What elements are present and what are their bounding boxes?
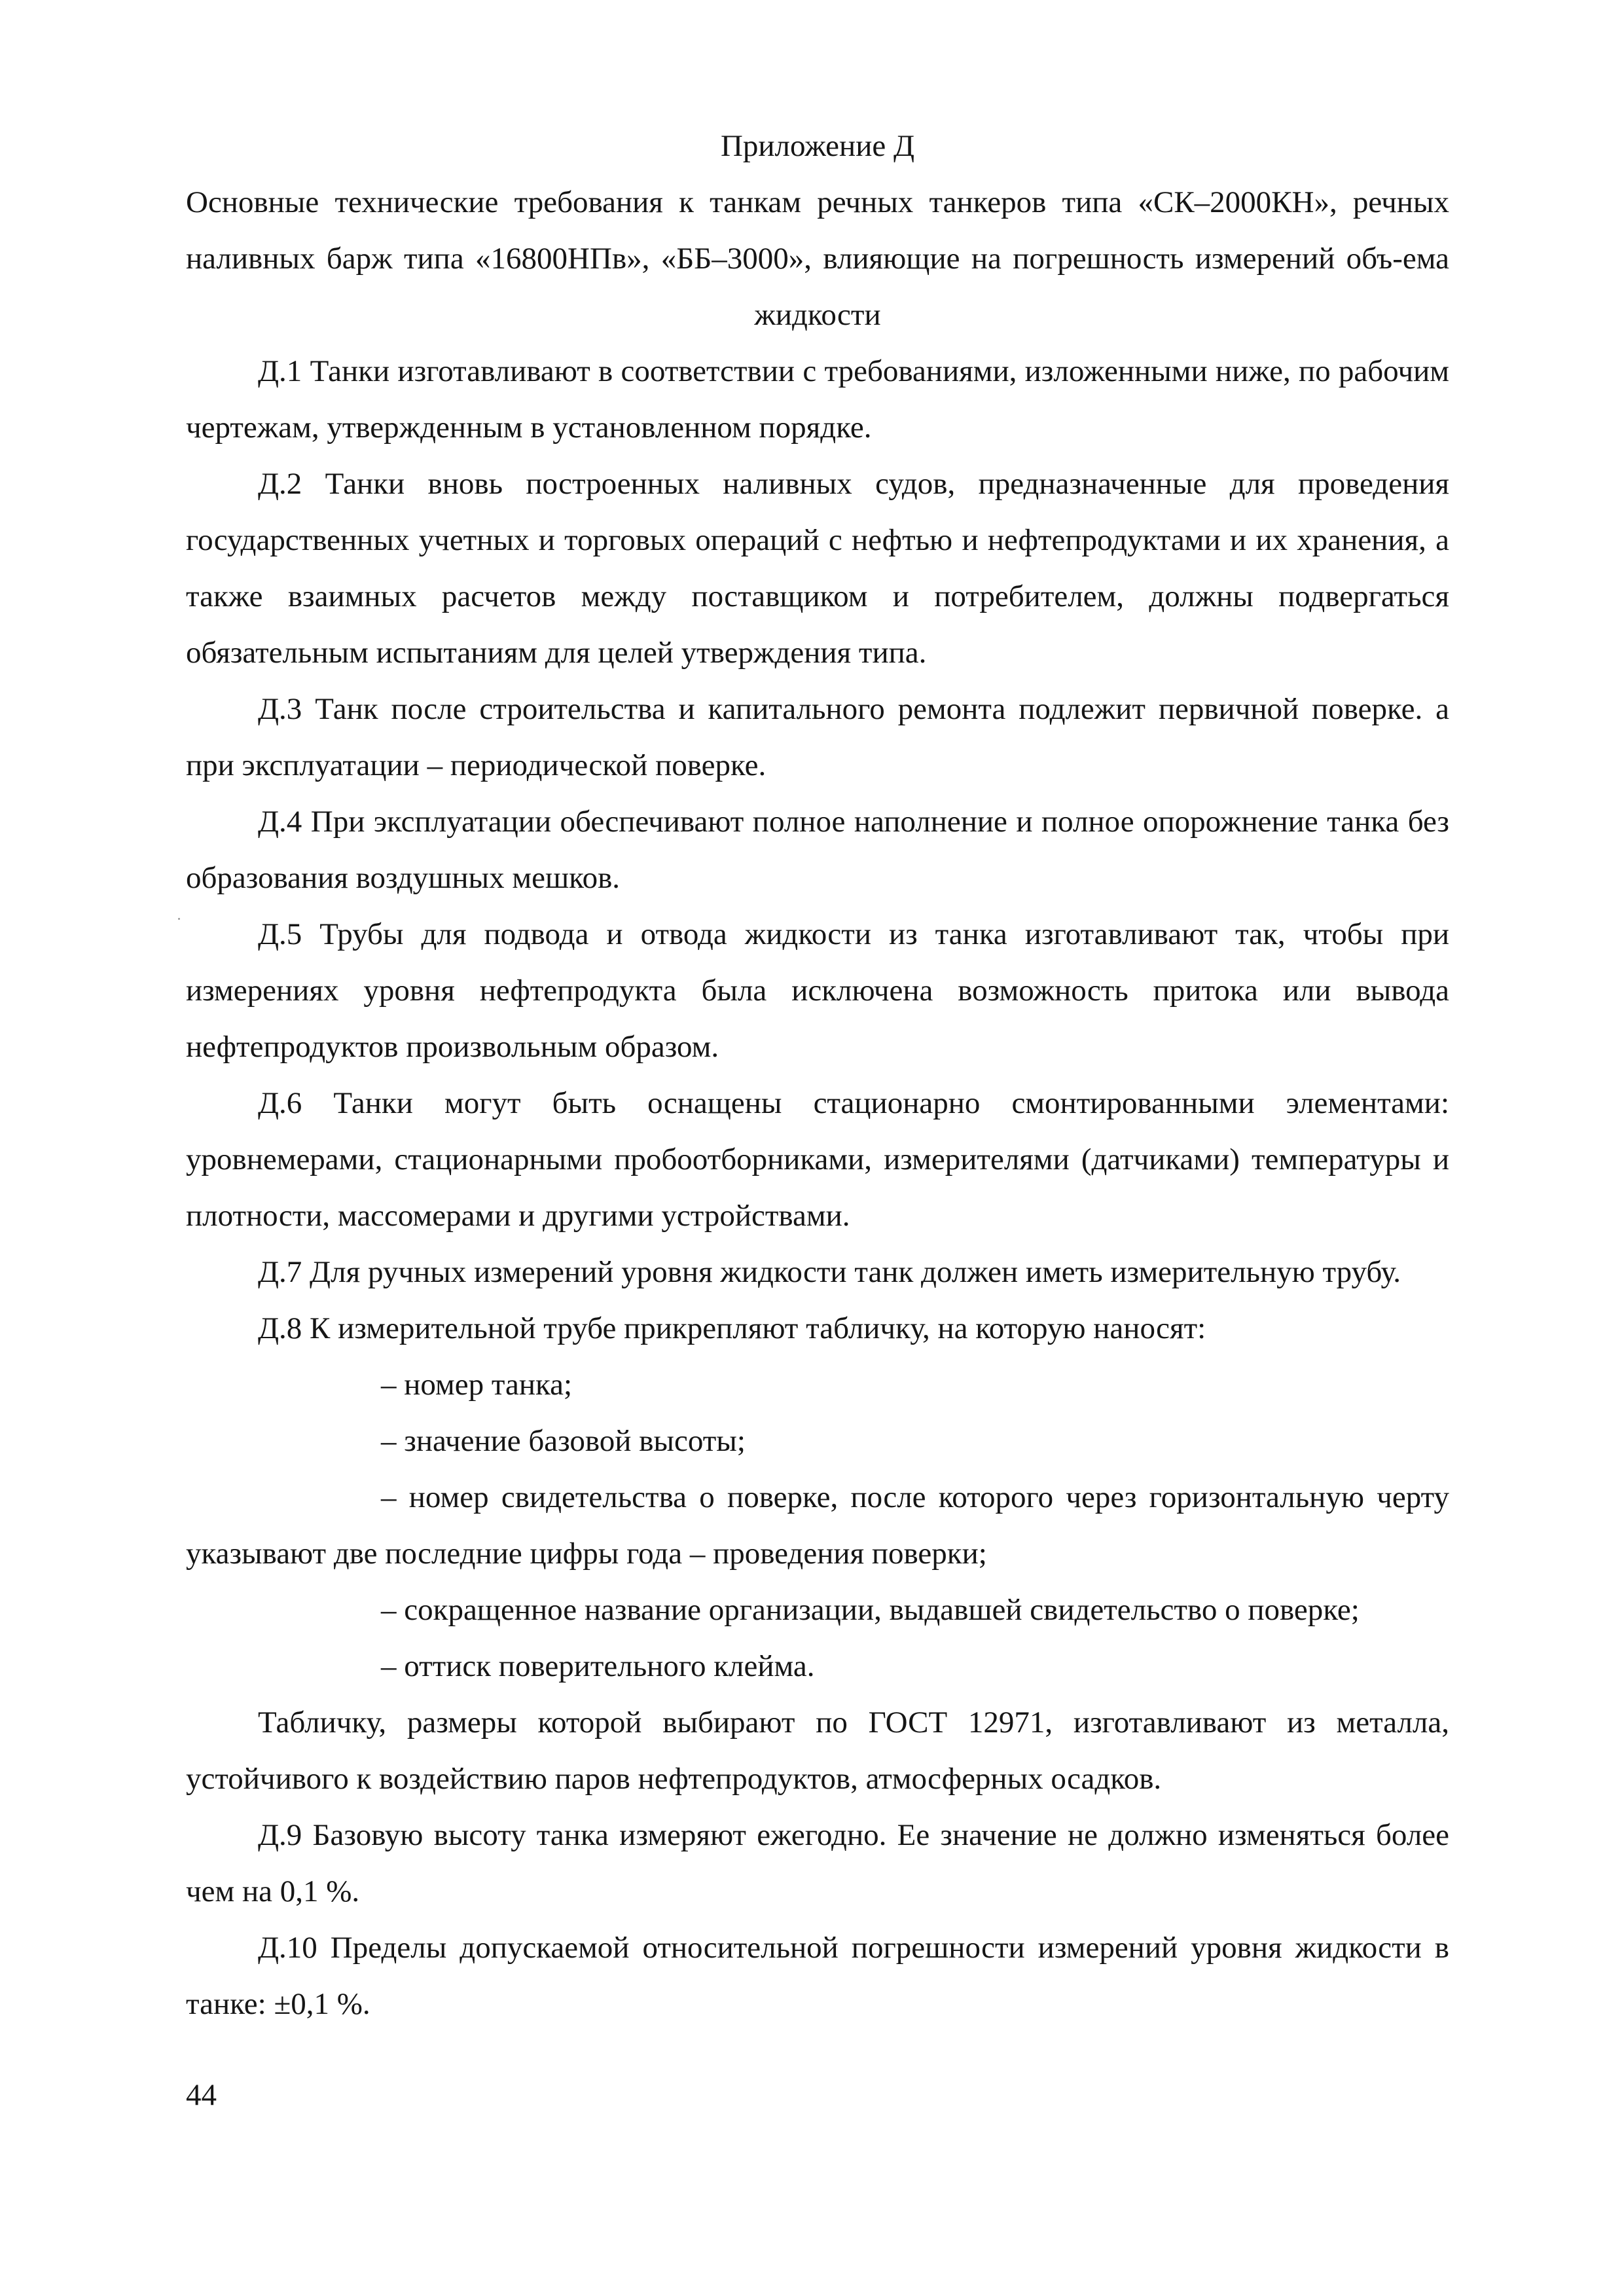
list-item-tank-number: – номер танка; — [381, 1368, 573, 1402]
paragraph-d9: Д.9 Базовую высоту танка измеряют ежегодно. Ее значение не должно изменяться более чем на 0,1 %. — [186, 1818, 1449, 1908]
appendix-title: Приложение Д — [720, 129, 915, 163]
paragraph-d8: Д.8 К измерительной трубе прикрепляют табличку, на которую наносят: — [258, 1311, 1206, 1345]
paragraph-plate: Табличку, размеры которой выбирают по ГОСТ 12971, изготавливают из металла, устойчивого к воздействию паров нефтепродуктов, атмосферных осадков. — [186, 1705, 1449, 1796]
scan-artifact — [178, 918, 180, 920]
appendix-body — [186, 118, 1449, 2032]
list-item-base-height: – значение базовой высоты; — [381, 1424, 746, 1458]
paragraph-d10: Д.10 Пределы допускаемой относительной погрешности измерений уровня жидкости в танке: ±0,1 %. — [186, 1931, 1449, 2021]
appendix-heading: Основные технические требования к танкам речных танкеров типа «СК–2000КН», речных наливных барж типа «16800НПв», «ББ–3000», влияющие на погрешность измерений объ-ема жидкости — [186, 185, 1449, 332]
paragraph-d6: Д.6 Танки могут быть оснащены стационарно смонтированными элементами: уровнемерами, стационарными пробоотборниками, измерителями (датчиками) температуры и плотности, массомерами и другими устройствами. — [186, 1086, 1449, 1233]
paragraph-d5: Д.5 Трубы для подвода и отвода жидкости из танка изготавливают так, чтобы при измерениях уровня нефтепродукта была исключена возможность притока или вывода нефтепродуктов произвольным образом. — [186, 917, 1449, 1064]
list-item-certificate-number: – номер свидетельства о поверке, после которого через горизонтальную черту указывают две последние цифры года – проведения поверки; — [186, 1480, 1449, 1571]
list-item-organization-name: – сокращенное название организации, выдавшей свидетельство о поверке; — [381, 1593, 1360, 1627]
paragraph-d7: Д.7 Для ручных измерений уровня жидкости танк должен иметь измерительную трубу. — [258, 1255, 1401, 1289]
list-item-stamp-imprint: – оттиск поверительного клейма. — [381, 1649, 815, 1683]
paragraph-d4: Д.4 При эксплуатации обеспечивают полное наполнение и полное опорожнение танка без образования воздушных мешков. — [186, 805, 1449, 895]
paragraph-d1: Д.1 Танки изготавливают в соответствии с требованиями, изложенными ниже, по рабочим чертежам, утвержденным в установленном порядке. — [186, 354, 1449, 445]
page-number: 44 — [186, 2078, 217, 2112]
paragraph-d2: Д.2 Танки вновь построенных наливных судов, предназначенные для проведения государственных учетных и торговых операций с нефтью и нефтепродуктами и их хранения, а также взаимных расчетов между поставщиком и потребителем, должны подвергаться обязательным испытаниям для целей утверждения типа. — [186, 467, 1449, 670]
paragraph-d3: Д.3 Танк после строительства и капитального ремонта подлежит первичной поверке. а при эксплуатации – периодической поверке. — [186, 692, 1449, 782]
